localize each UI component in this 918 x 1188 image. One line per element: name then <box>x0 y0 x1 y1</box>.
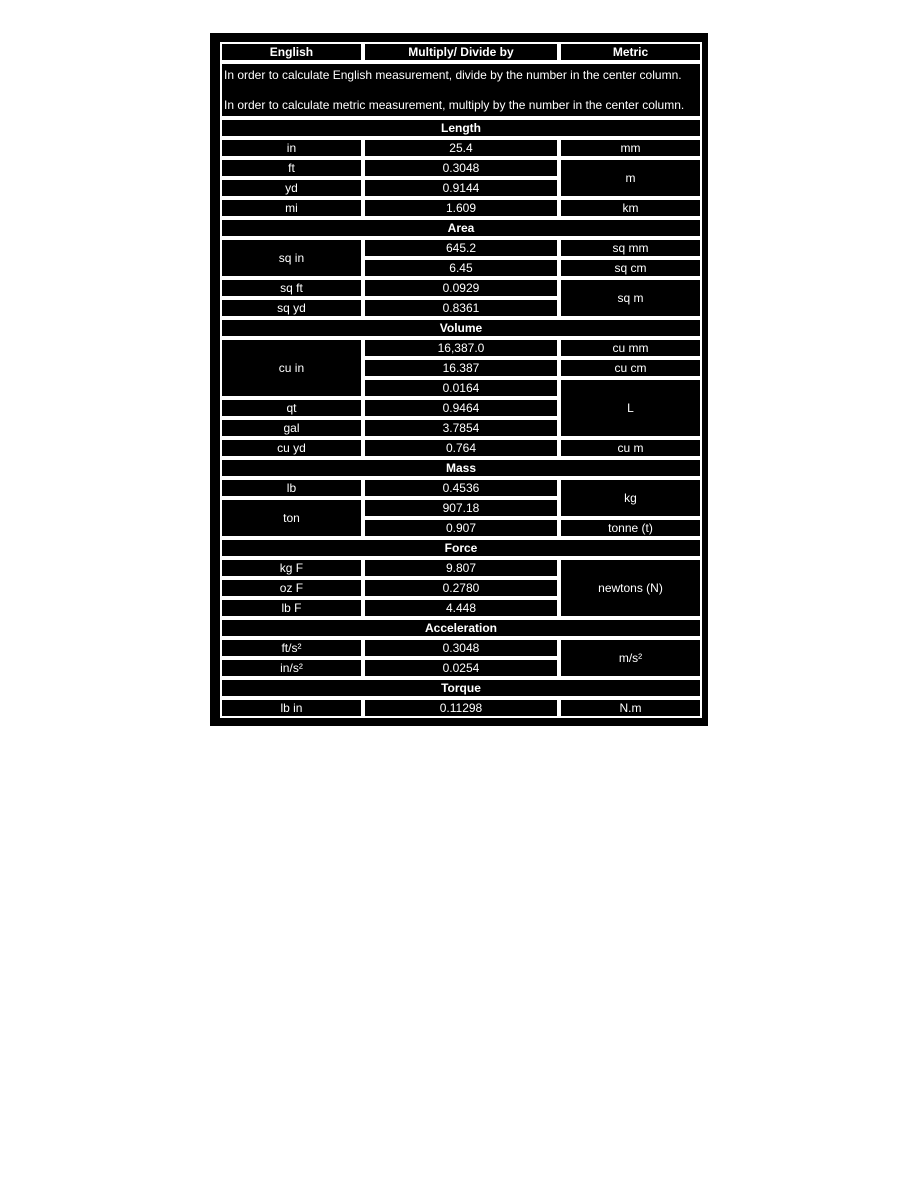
english-unit: ft/s² <box>220 638 363 658</box>
section-acceleration: Acceleration <box>220 618 702 638</box>
section-mass: Mass <box>220 458 702 478</box>
english-unit: lb F <box>220 598 363 618</box>
factor-value: 0.0164 <box>363 378 559 398</box>
section-row <box>220 318 702 338</box>
factor-value: 6.45 <box>363 258 559 278</box>
section-row <box>220 118 702 138</box>
factor-value: 3.7854 <box>363 418 559 438</box>
table-row <box>220 278 702 298</box>
english-unit: sq ft <box>220 278 363 298</box>
factor-value: 4.448 <box>363 598 559 618</box>
table-row <box>220 698 702 718</box>
english-unit: yd <box>220 178 363 198</box>
english-unit: sq in <box>220 238 363 278</box>
factor-value: 0.0929 <box>363 278 559 298</box>
section-force: Force <box>220 538 702 558</box>
factor-value: 0.0254 <box>363 658 559 678</box>
english-unit: lb <box>220 478 363 498</box>
metric-unit: cu mm <box>559 338 702 358</box>
table-row <box>220 438 702 458</box>
english-unit: sq yd <box>220 298 363 318</box>
factor-value: 1.609 <box>363 198 559 218</box>
factor-value: 0.764 <box>363 438 559 458</box>
table-row <box>220 338 702 358</box>
intro-line-1: In order to calculate English measurement, divide by the number in the center column. <box>224 68 682 82</box>
english-unit: oz F <box>220 578 363 598</box>
factor-value: 0.3048 <box>363 638 559 658</box>
metric-unit: L <box>559 378 702 438</box>
section-row <box>220 458 702 478</box>
english-unit: in/s² <box>220 658 363 678</box>
metric-unit: N.m <box>559 698 702 718</box>
metric-unit: m/s² <box>559 638 702 678</box>
english-unit: mi <box>220 198 363 218</box>
english-unit: in <box>220 138 363 158</box>
english-unit: kg F <box>220 558 363 578</box>
table-row <box>220 638 702 658</box>
metric-unit: km <box>559 198 702 218</box>
factor-value: 0.8361 <box>363 298 559 318</box>
metric-unit: mm <box>559 138 702 158</box>
conversion-table <box>220 42 702 718</box>
table-row <box>220 478 702 498</box>
factor-value: 0.9464 <box>363 398 559 418</box>
factor-value: 0.9144 <box>363 178 559 198</box>
section-area: Area <box>220 218 702 238</box>
english-unit: lb in <box>220 698 363 718</box>
header-metric: Metric <box>559 42 702 62</box>
english-unit: qt <box>220 398 363 418</box>
metric-unit: tonne (t) <box>559 518 702 538</box>
factor-value: 25.4 <box>363 138 559 158</box>
metric-unit: newtons (N) <box>559 558 702 618</box>
intro-text <box>220 62 702 118</box>
metric-unit: cu m <box>559 438 702 458</box>
english-unit: ton <box>220 498 363 538</box>
table-row <box>220 158 702 178</box>
factor-value: 0.3048 <box>363 158 559 178</box>
factor-value: 0.2780 <box>363 578 559 598</box>
section-length: Length <box>220 118 702 138</box>
section-row <box>220 678 702 698</box>
english-unit: gal <box>220 418 363 438</box>
header-row <box>220 42 702 62</box>
section-volume: Volume <box>220 318 702 338</box>
factor-value: 16,387.0 <box>363 338 559 358</box>
metric-unit: sq m <box>559 278 702 318</box>
intro-row <box>220 62 702 118</box>
section-row <box>220 218 702 238</box>
factor-value: 0.4536 <box>363 478 559 498</box>
factor-value: 9.807 <box>363 558 559 578</box>
english-unit: cu yd <box>220 438 363 458</box>
header-english: English <box>220 42 363 62</box>
section-row <box>220 618 702 638</box>
factor-value: 907.18 <box>363 498 559 518</box>
intro-line-2: In order to calculate metric measurement, multiply by the number in the center column. <box>224 98 685 112</box>
table-row <box>220 198 702 218</box>
conversion-chart <box>210 33 708 726</box>
metric-unit: sq cm <box>559 258 702 278</box>
english-unit: cu in <box>220 338 363 398</box>
factor-value: 645.2 <box>363 238 559 258</box>
metric-unit: cu cm <box>559 358 702 378</box>
factor-value: 16.387 <box>363 358 559 378</box>
table-row <box>220 238 702 258</box>
header-factor: Multiply/ Divide by <box>363 42 559 62</box>
table-row <box>220 138 702 158</box>
metric-unit: m <box>559 158 702 198</box>
section-row <box>220 538 702 558</box>
factor-value: 0.907 <box>363 518 559 538</box>
table-row <box>220 558 702 578</box>
english-unit: ft <box>220 158 363 178</box>
metric-unit: kg <box>559 478 702 518</box>
metric-unit: sq mm <box>559 238 702 258</box>
section-torque: Torque <box>220 678 702 698</box>
factor-value: 0.11298 <box>363 698 559 718</box>
